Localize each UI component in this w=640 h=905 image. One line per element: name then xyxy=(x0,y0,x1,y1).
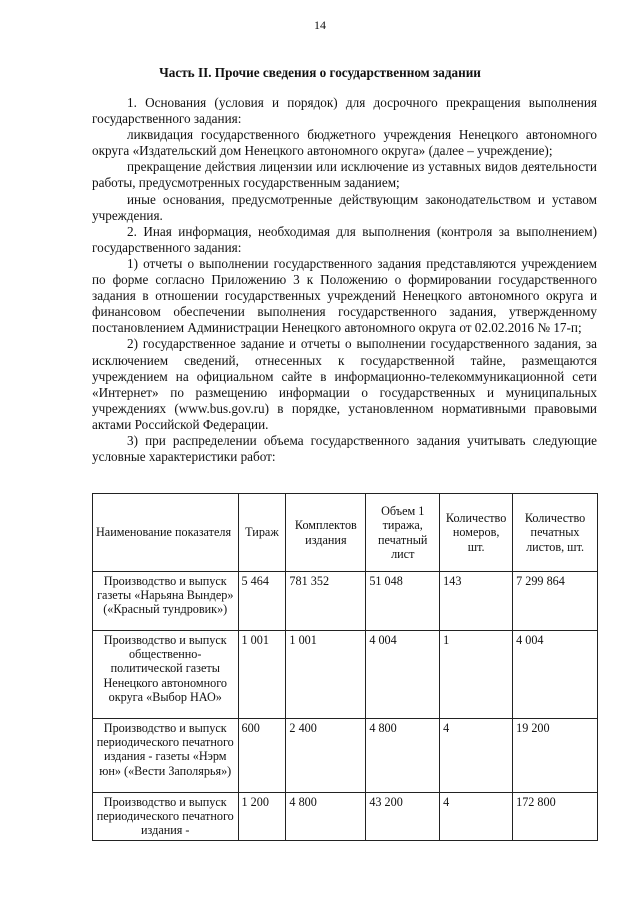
header-cell: Количество печатных листов, шт. xyxy=(513,494,598,572)
table-cell: 4 xyxy=(440,719,513,793)
paragraph: иные основания, предусмотренные действующим законодательством и уставом учреждения. xyxy=(92,191,597,223)
paragraph: 3) при распределении объема государственного задания учитывать следующие условные характеристики работ: xyxy=(92,432,597,465)
table-cell: 51 048 xyxy=(366,572,440,631)
table-header-row xyxy=(93,494,598,572)
header-cell: Комплектов издания xyxy=(286,494,366,572)
table-cell: 143 xyxy=(440,572,513,631)
table-cell: 1 001 xyxy=(238,631,286,719)
paragraph: прекращение действия лицензии или исключение из уставных видов деятельности работы, предусмотренных государственным заданием; xyxy=(92,159,597,191)
paragraph: 2. Иная информация, необходимая для выполнения (контроля за выполнением) государственного задания: xyxy=(92,223,597,255)
table-cell: 172 800 xyxy=(513,793,598,841)
page-number: 14 xyxy=(314,18,326,32)
paragraph: 2) государственное задание и отчеты о выполнении государственного задания, за исключением сведений, отнесенных к государственной тайне, размещаются учреждением на официальном сайте в информационно-телекоммуникационной сети «Интернет» по размещению информации о государственных и муниципальных учреждениях (www.bus.gov.ru) в порядке, установленном нормативными правовыми актами Российской Федерации. xyxy=(92,336,597,432)
table-cell: 1 xyxy=(440,631,513,719)
table-row xyxy=(93,719,598,793)
header-cell: Тираж xyxy=(238,494,286,572)
table-cell: Производство и выпуск периодического печатного издания - xyxy=(93,793,239,841)
table-cell: 4 xyxy=(440,793,513,841)
table-cell: 600 xyxy=(238,719,286,793)
table-cell: 4 800 xyxy=(366,719,440,793)
table-cell: 781 352 xyxy=(286,572,366,631)
table-cell: 19 200 xyxy=(513,719,598,793)
table-cell: 4 004 xyxy=(366,631,440,719)
header-cell: Количество номеров, шт. xyxy=(440,494,513,572)
table-cell: 7 299 864 xyxy=(513,572,598,631)
table-row xyxy=(93,572,598,631)
table-row xyxy=(93,793,598,841)
table-cell: 2 400 xyxy=(286,719,366,793)
table-cell: Производство и выпуск газеты «Нарьяна Вындер» («Красный тундровик») xyxy=(93,572,239,631)
work-characteristics-table xyxy=(92,493,598,841)
table-cell: 43 200 xyxy=(366,793,440,841)
table-cell: 1 001 xyxy=(286,631,366,719)
section-title: Часть II. Прочие сведения о государственном задании xyxy=(159,65,481,80)
table-cell: Производство и выпуск общественно-политической газеты Ненецкого автономного округа «Выбор НАО» xyxy=(93,631,239,719)
body-text xyxy=(92,95,597,465)
header-cell: Наименование показателя xyxy=(93,494,239,572)
header-cell: Объем 1 тиража, печатный лист xyxy=(366,494,440,572)
paragraph: 1) отчеты о выполнении государственного задания представляются учреждением по форме согласно Приложению 3 к Положению о формировании государственного задания в отношении государственных учреждений Ненецкого автономного округа и финансовом обеспечении выполнения государственного задания, утвержденному постановлением Администрации Ненецкого автономного округа от 02.02.2016 № 17-п; xyxy=(92,255,597,336)
table-cell: 4 004 xyxy=(513,631,598,719)
table-cell: 5 464 xyxy=(238,572,286,631)
table-cell: Производство и выпуск периодического печатного издания - газеты «Нэрм юн» («Вести Заполярья») xyxy=(93,719,239,793)
table-row xyxy=(93,631,598,719)
table-cell: 4 800 xyxy=(286,793,366,841)
paragraph: 1. Основания (условия и порядок) для досрочного прекращения выполнения государственного задания: xyxy=(92,95,597,127)
paragraph: ликвидация государственного бюджетного учреждения Ненецкого автономного округа «Издательский дом Ненецкого автономного округа» (далее – учреждение); xyxy=(92,127,597,159)
table-cell: 1 200 xyxy=(238,793,286,841)
